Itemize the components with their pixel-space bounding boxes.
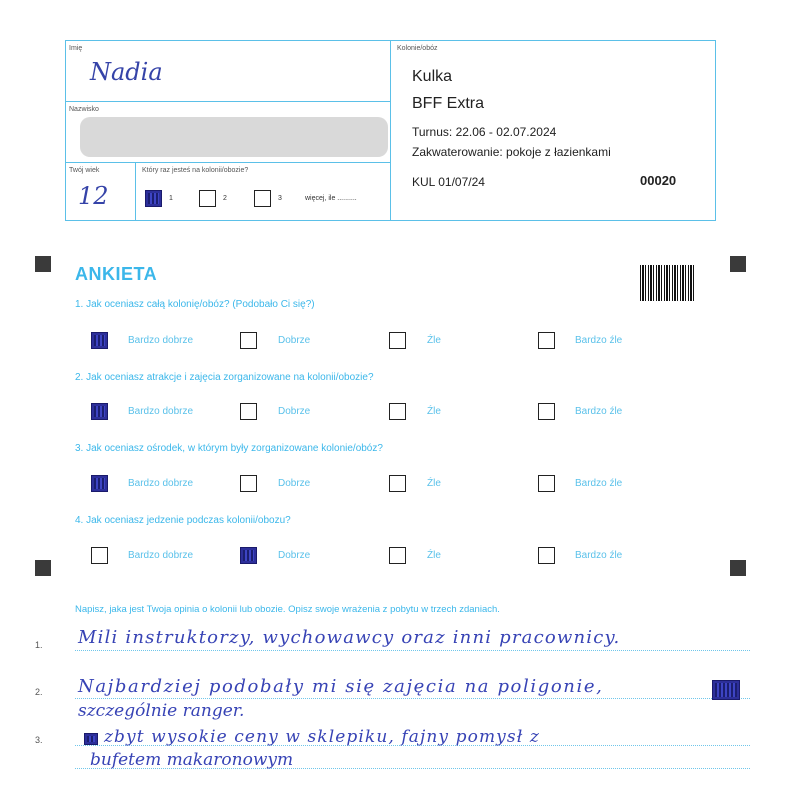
q2-option-bardzo-dobrze[interactable]	[91, 403, 108, 420]
times-checkbox-2[interactable]	[199, 190, 216, 207]
camp-subtitle: BFF Extra	[412, 95, 485, 112]
times-option-label: 1	[169, 195, 173, 202]
line-number: 1.	[35, 640, 43, 650]
times-checkbox-1[interactable]	[145, 190, 162, 207]
times-more-label: więcej, ile ..........	[305, 195, 357, 202]
scribble	[84, 733, 98, 745]
option-label: Bardzo dobrze	[128, 406, 194, 417]
form-number: 00020	[640, 173, 677, 188]
scribble	[712, 680, 740, 700]
times-option-label: 3	[278, 195, 282, 202]
header-divider	[390, 40, 391, 221]
times-label: Który raz jesteś na kolonii/obozie?	[142, 167, 249, 174]
answer-2[interactable]: Najbardziej podobały mi się zajęcia na poligonie,	[78, 676, 604, 697]
option-label: Dobrze	[278, 478, 311, 489]
camp-code: KUL 01/07/24	[412, 175, 485, 189]
option-label: Źle	[427, 478, 441, 489]
answer-2-continued[interactable]: szczególnie ranger.	[78, 701, 245, 721]
line-number: 3.	[35, 735, 43, 745]
question-3: 3. Jak oceniasz ośrodek, w którym były zorganizowane kolonie/obóz?	[75, 443, 383, 454]
option-label: Bardzo źle	[575, 335, 623, 346]
registration-mark	[730, 256, 746, 272]
line-number: 2.	[35, 687, 43, 697]
q3-option-bardzo-dobrze[interactable]	[91, 475, 108, 492]
option-label: Źle	[427, 335, 441, 346]
option-label: Źle	[427, 406, 441, 417]
q2-option-zle[interactable]	[389, 403, 406, 420]
option-label: Bardzo dobrze	[128, 550, 194, 561]
option-label: Źle	[427, 550, 441, 561]
header-divider	[135, 162, 136, 221]
age-label: Twój wiek	[69, 167, 100, 174]
option-label: Dobrze	[278, 335, 311, 346]
option-label: Bardzo źle	[575, 478, 623, 489]
q1-option-bardzo-zle[interactable]	[538, 332, 555, 349]
camp-label: Kolonie/obóz	[397, 45, 438, 52]
answer-3-continued[interactable]: bufetem makaronowym	[90, 750, 294, 770]
times-checkbox-3[interactable]	[254, 190, 271, 207]
last-name-label: Nazwisko	[69, 106, 99, 113]
option-label: Dobrze	[278, 406, 311, 417]
q3-option-zle[interactable]	[389, 475, 406, 492]
q4-option-dobrze[interactable]	[240, 547, 257, 564]
opinion-prompt: Napisz, jaka jest Twoja opinia o kolonii lub obozie. Opisz swoje wrażenia z pobytu w trzech zdaniach.	[75, 604, 500, 615]
header-divider	[65, 101, 390, 102]
q3-option-dobrze[interactable]	[240, 475, 257, 492]
header-divider	[65, 162, 390, 163]
first-name-value[interactable]: Nadia	[90, 58, 163, 86]
q2-option-bardzo-zle[interactable]	[538, 403, 555, 420]
q4-option-zle[interactable]	[389, 547, 406, 564]
survey-title: ANKIETA	[75, 264, 158, 284]
times-option-label: 2	[223, 195, 227, 202]
option-label: Dobrze	[278, 550, 311, 561]
q4-option-bardzo-dobrze[interactable]	[91, 547, 108, 564]
q4-option-bardzo-zle[interactable]	[538, 547, 555, 564]
turnus-dates: Turnus: 22.06 - 02.07.2024	[412, 125, 557, 139]
q1-option-zle[interactable]	[389, 332, 406, 349]
q2-option-dobrze[interactable]	[240, 403, 257, 420]
option-label: Bardzo dobrze	[128, 478, 194, 489]
option-label: Bardzo źle	[575, 550, 623, 561]
camp-name: Kulka	[412, 68, 453, 85]
registration-mark	[35, 560, 51, 576]
answer-line	[75, 650, 750, 651]
q1-option-bardzo-dobrze[interactable]	[91, 332, 108, 349]
answer-1[interactable]: Mili instruktorzy, wychowawcy oraz inni pracownicy.	[78, 627, 621, 648]
question-4: 4. Jak oceniasz jedzenie podczas kolonii/obozu?	[75, 515, 291, 526]
last-name-redacted[interactable]	[80, 117, 388, 157]
question-2: 2. Jak oceniasz atrakcje i zajęcia zorganizowane na kolonii/obozie?	[75, 372, 374, 383]
first-name-label: Imię	[69, 45, 83, 52]
registration-mark	[730, 560, 746, 576]
q1-option-dobrze[interactable]	[240, 332, 257, 349]
option-label: Bardzo źle	[575, 406, 623, 417]
accommodation: Zakwaterowanie: pokoje z łazienkami	[412, 145, 611, 159]
registration-mark	[35, 256, 51, 272]
question-1: 1. Jak oceniasz całą kolonię/obóz? (Podobało Ci się?)	[75, 299, 315, 310]
age-value[interactable]: 12	[78, 182, 109, 210]
option-label: Bardzo dobrze	[128, 335, 194, 346]
answer-3[interactable]: zbyt wysokie ceny w sklepiku, fajny pomysł z	[104, 727, 540, 747]
answer-line	[75, 698, 750, 699]
barcode	[640, 265, 695, 301]
q3-option-bardzo-zle[interactable]	[538, 475, 555, 492]
